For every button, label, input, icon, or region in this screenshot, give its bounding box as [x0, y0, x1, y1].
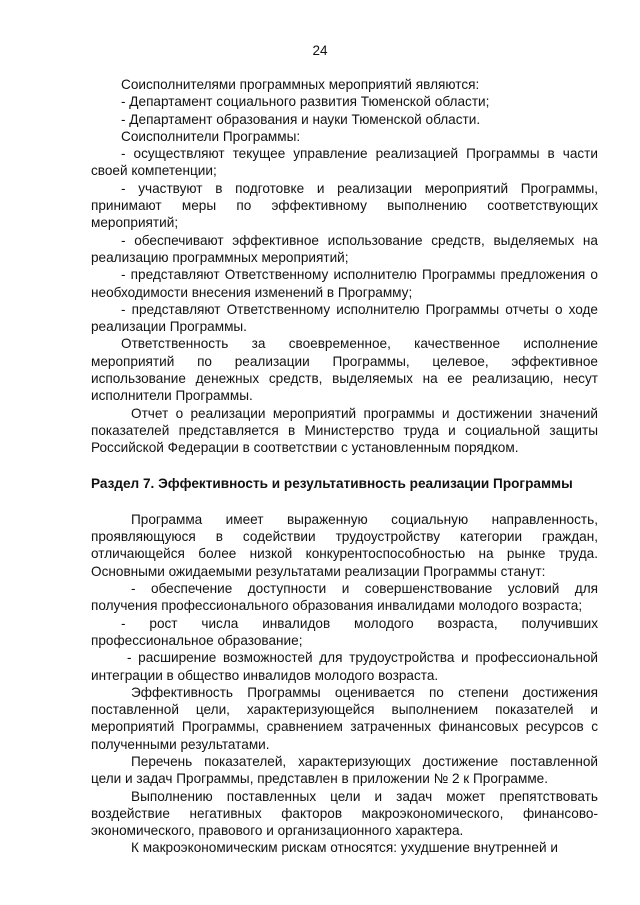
paragraph-program-direction: Программа имеет выраженную социальную направленность, проявляющуюся в содействии трудоустройству категории граждан, отличающейся более низкой конкурентоспособностью на рынке труда. Основными ожидаемыми результатами реализации Программы станут:	[91, 511, 598, 579]
paragraph-macro-risks: К макроэкономическим рискам относятся: ухудшение внутренней и	[131, 840, 558, 856]
paragraph-coexecutors-intro: Соисполнителями программных мероприятий являются:	[121, 77, 480, 92]
list-item-proposals: - представляют Ответственному исполнителю Программы предложения о необходимости внесения изменений в Программу;	[91, 267, 598, 300]
paragraph-indicators: Перечень показателей, характеризующих достижение поставленной цели и задач Программы, представлен в приложении № 2 к Программе.	[91, 753, 598, 787]
paragraph-report-ministry: Отчет о реализации мероприятий программы и достижении значений показателей представляется в Министерство труда и социальной защиты Российской Федерации в соответствии с установленным порядком.	[91, 405, 598, 456]
list-item-participate: - участвуют в подготовке и реализации мероприятий Программы, принимают меры по эффективному выполнению соответствующих мероприятий;	[91, 180, 598, 231]
paragraph-risk-factors: Выполнению поставленных цели и задач может препятствовать воздействие негативных факторов макроэкономического, финансово-экономического, правового и организационного характера.	[91, 788, 598, 839]
list-item-efficient-use: - обеспечивают эффективное использование средств, выделяемых на реализацию программных мероприятий;	[91, 232, 598, 265]
document-body	[91, 76, 598, 857]
list-item-social-dept: - Департамент социального развития Тюменской области;	[121, 94, 490, 110]
list-item-reports: - представляют Ответственному исполнителю Программы отчеты о ходе реализации Программы.	[91, 301, 598, 335]
list-item-current-management: - осуществляют текущее управление реализацией Программы в части своей компетенции;	[91, 146, 598, 179]
paragraph-coexecutors-duties: Соисполнители Программы:	[121, 128, 301, 144]
list-item-growth: - рост числа инвалидов молодого возраста, получивших профессиональное образование;	[91, 615, 598, 648]
list-item-expansion: - расширение возможностей для трудоустройства и профессиональной интеграции в общество инвалидов молодого возраста.	[91, 650, 598, 683]
paragraph-efficiency: Эффективность Программы оценивается по степени достижения поставленной цели, характеризующейся выполнением показателей и мероприятий Программы, сравнением затраченных финансовых ресурсов с полученными результатами.	[91, 684, 598, 752]
paragraph-responsibility: Ответственность за своевременное, качественное исполнение мероприятий по реализации Программы, целевое, эффективное использование денежных средств, выделяемых на ее реализацию, несут исполнители Программы.	[91, 336, 598, 404]
list-item-accessibility: - обеспечение доступности и совершенствование условий для получения профессионального образования инвалидами молодого возраста;	[91, 581, 598, 614]
page-number: 24	[312, 43, 328, 58]
list-item-education-dept: - Департамент образования и науки Тюменской области.	[121, 111, 481, 127]
section-heading: Раздел 7. Эффективность и результативность реализации Программы	[91, 475, 573, 491]
